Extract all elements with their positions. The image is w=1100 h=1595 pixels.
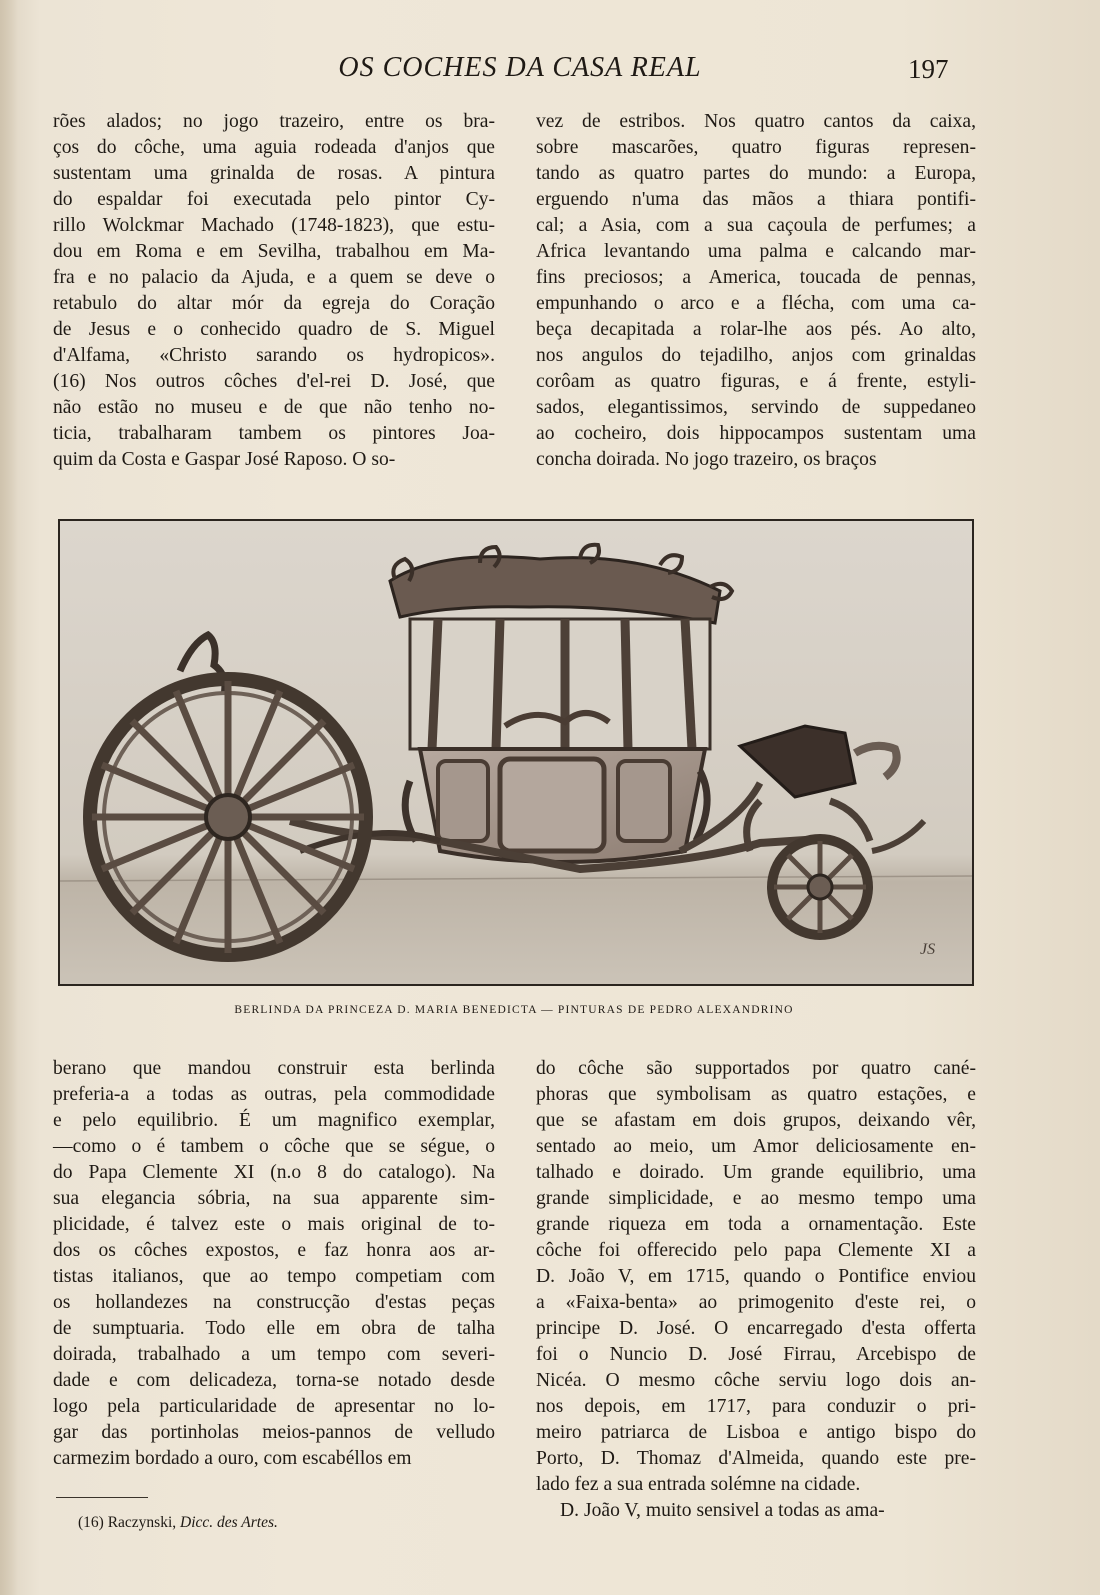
text-line: ao cocheiro, dois hippocampos sustentam uma bbox=[536, 423, 976, 444]
text-line: dade e com delicadeza, torna-se notado desde bbox=[53, 1370, 495, 1391]
text-line: sentado ao meio, um Amor deliciosamente en- bbox=[536, 1136, 976, 1157]
gutter-shadow bbox=[0, 0, 18, 1595]
photographer-monogram: JS bbox=[920, 941, 936, 958]
text-line: ços do côche, uma aguia rodeada d'anjos que bbox=[53, 137, 495, 158]
text-column-top-left bbox=[53, 109, 495, 473]
text-line: dou em Roma e em Sevilha, trabalhou em Ma- bbox=[53, 241, 495, 262]
text-line: do côche são supportados por quatro cané- bbox=[536, 1058, 976, 1079]
figure-caption: BERLINDA DA PRINCEZA D. MARIA BENEDICTA — PINTURAS DE PEDRO ALEXANDRINO bbox=[234, 1004, 794, 1016]
text-line: sustentam uma grinalda de rosas. A pintura bbox=[53, 163, 495, 184]
text-line: do Papa Clemente XI (n.o 8 do catalogo). Na bbox=[53, 1162, 495, 1183]
text-column-top-right bbox=[536, 109, 976, 473]
text-line: tistas italianos, que ao tempo competiam com bbox=[53, 1266, 495, 1287]
text-line: carmezim bordado a ouro, com escabéllos em bbox=[53, 1448, 412, 1469]
text-line: D. João V, em 1715, quando o Pontifice enviou bbox=[536, 1266, 976, 1287]
text-line: a «Faixa-benta» ao primogenito d'este rei, o bbox=[536, 1292, 976, 1313]
text-line: doirada, trabalhado a um tempo com severi- bbox=[53, 1344, 495, 1365]
running-head bbox=[0, 52, 1100, 92]
footnote-marker: (16) bbox=[78, 1514, 104, 1531]
text-line: grande simplicidade, e ao mesmo tempo uma bbox=[536, 1188, 976, 1209]
carriage-body bbox=[390, 545, 732, 862]
text-line: —como o é tambem o côche que se ségue, o bbox=[53, 1136, 495, 1157]
text-line: vez de estribos. Nos quatro cantos da caixa, bbox=[536, 111, 976, 132]
text-line: do espaldar foi executada pelo pintor Cy- bbox=[53, 189, 495, 210]
text-line: de Jesus e o conhecido quadro de S. Miguel bbox=[53, 319, 495, 340]
text-line: corôam as quatro figuras, e á frente, estyli- bbox=[536, 371, 976, 392]
text-line: sua elegancia sóbria, na sua apparente sim- bbox=[53, 1188, 495, 1209]
text-line: os hollandezes na construcção d'estas peças bbox=[53, 1292, 495, 1313]
text-line: empunhando o arco e a flécha, com uma ca- bbox=[536, 293, 976, 314]
carriage-photograph bbox=[58, 519, 974, 986]
text-line: concha doirada. No jogo trazeiro, os braços bbox=[536, 449, 877, 470]
text-line: Africa levantando uma palma e calcando mar- bbox=[536, 241, 976, 262]
text-line: de sumptuaria. Todo elle em obra de talha bbox=[53, 1318, 495, 1339]
footnote-rule bbox=[56, 1497, 148, 1498]
text-line: tando as quatro partes do mundo: a Europa, bbox=[536, 163, 976, 184]
text-line: cal; a Asia, com a sua caçoula de perfumes; a bbox=[536, 215, 976, 236]
text-line: beça decapitada a rolar-lhe aos pés. Ao alto, bbox=[536, 319, 976, 340]
text-line: nos angulos do tejadilho, anjos com grinaldas bbox=[536, 345, 976, 366]
text-line: talhado e doirado. Um grande equilibrio, uma bbox=[536, 1162, 976, 1183]
footnote-author: Raczynski, bbox=[107, 1514, 177, 1531]
text-column-bottom-right bbox=[536, 1056, 976, 1524]
text-line: quim da Costa e Gaspar José Raposo. O so- bbox=[53, 449, 396, 470]
text-line: erguendo n'uma das mãos a thiara pontifi- bbox=[536, 189, 976, 210]
rear-wheel bbox=[90, 679, 366, 955]
text-line: D. João V, muito sensivel a todas as ama- bbox=[560, 1500, 885, 1521]
footnote-work: Dicc. des Artes. bbox=[180, 1514, 278, 1531]
text-line: dos os côches expostos, e faz honra aos ar- bbox=[53, 1240, 495, 1261]
text-line: plicidade, é talvez este o mais original de to- bbox=[53, 1214, 495, 1235]
text-line: ticia, trabalharam tambem os pintores Joa- bbox=[53, 423, 495, 444]
text-line: phoras que symbolisam as quatro estações, e bbox=[536, 1084, 976, 1105]
text-line: d'Alfama, «Christo sarando os hydropicos». bbox=[53, 345, 495, 366]
text-line: nos depois, em 1717, para conduzir o pri- bbox=[536, 1396, 976, 1417]
text-line: foi o Nuncio D. José Firrau, Arcebispo de bbox=[536, 1344, 976, 1365]
text-line: Porto, D. Thomaz d'Almeida, quando este pre- bbox=[536, 1448, 976, 1469]
page-number: 197 bbox=[908, 54, 949, 84]
text-line: grande riqueza em toda a ornamentação. Este bbox=[536, 1214, 976, 1235]
footnote bbox=[78, 1514, 278, 1532]
text-line: rões alados; no jogo trazeiro, entre os bra- bbox=[53, 111, 495, 132]
text-line: sobre mascarões, quatro figuras represen- bbox=[536, 137, 976, 158]
carriage-illustration bbox=[60, 521, 972, 984]
text-line: berano que mandou construir esta berlinda bbox=[53, 1058, 495, 1079]
text-column-bottom-left bbox=[53, 1056, 495, 1472]
text-line: Nicéa. O mesmo côche serviu logo dois an- bbox=[536, 1370, 976, 1391]
text-line: lado fez a sua entrada solémne na cidade. bbox=[536, 1474, 861, 1495]
text-line: gar das portinholas meios-pannos de velludo bbox=[53, 1422, 495, 1443]
text-line: (16) Nos outros côches d'el-rei D. José, que bbox=[53, 371, 495, 392]
text-line: principe D. José. O encarregado d'esta offerta bbox=[536, 1318, 976, 1339]
text-line: côche foi offerecido pelo papa Clemente XI a bbox=[536, 1240, 976, 1261]
text-line: que se afastam em dois grupos, deixando vêr, bbox=[536, 1110, 976, 1131]
text-line: retabulo do altar mór da egreja do Coração bbox=[53, 293, 495, 314]
text-line: e pelo equilibrio. É um magnifico exemplar, bbox=[53, 1110, 495, 1131]
text-line: meiro patriarca de Lisboa e antigo bispo do bbox=[536, 1422, 976, 1443]
running-title: OS COCHES DA CASA REAL bbox=[338, 52, 702, 83]
text-line: rillo Wolckmar Machado (1748-1823), que estu- bbox=[53, 215, 495, 236]
text-line: não estão no museu e de que não tenho no- bbox=[53, 397, 495, 418]
text-line: sados, elegantissimos, servindo de suppedaneo bbox=[536, 397, 976, 418]
text-line: logo pela particularidade de apresentar no lo- bbox=[53, 1396, 495, 1417]
text-line: preferia-a a todas as outras, pela commodidade bbox=[53, 1084, 495, 1105]
text-line: fra e no palacio da Ajuda, e a quem se deve o bbox=[53, 267, 495, 288]
text-line: fins preciosos; a America, toucada de pennas, bbox=[536, 267, 976, 288]
